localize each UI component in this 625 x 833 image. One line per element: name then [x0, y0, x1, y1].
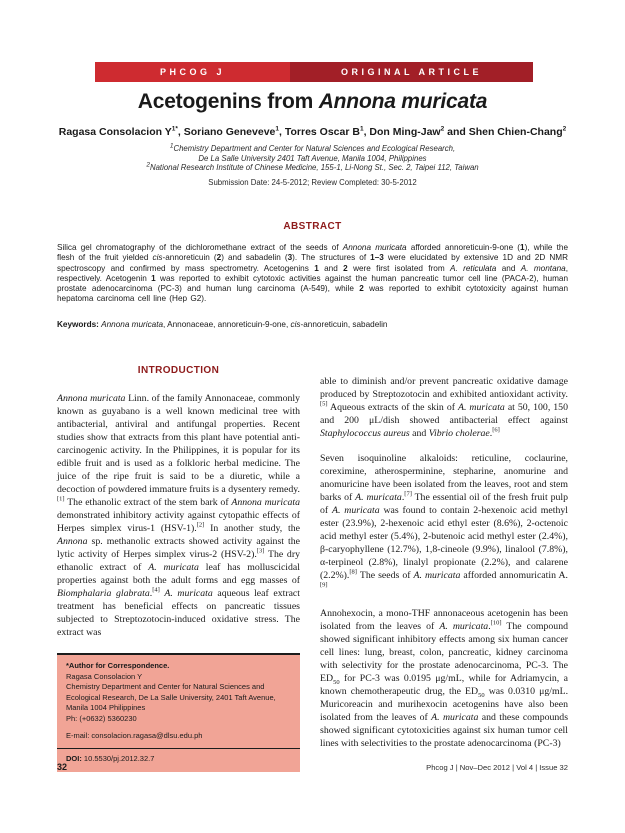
- article-type-banner: [290, 62, 533, 82]
- journal-footer-info: Phcog J | Nov–Dec 2012 | Vol 4 | Issue 32: [426, 763, 568, 772]
- right-column: [320, 365, 568, 772]
- submission-dates: Submission Date: 24-5-2012; Review Completed: 30-5-2012: [208, 178, 417, 187]
- article-title: Acetogenins from Annona muricata: [137, 90, 488, 113]
- doi-label: DOI:: [66, 753, 82, 763]
- affiliation-line-3: $^2$National Research Institute of Chinese Medicine, 155-1, Li-Nong St., Sec. 2, Taipei 112, Taiwan: [146, 161, 479, 173]
- body-paragraph-3: Annohexocin, a mono-THF annonaceous acetogenin has been isolated from the leaves of A. muricata.[10] The compound showed significant inhibitory effects among six human cancer cell lines: lung, breast, colon, pancreatic, kidney carcinoma with selectivity for the prostate adenocarcinoma, PC-3. The $ED_{50}$ for PC-3 was 0.0195 μg/mL, while for Adriamycin, a known chemotherapeutic drug, the $ED_{50}$ was 0.0310 μg/mL. Muricoreacin and murihexocin acetogenins have also been isolated from the leaves of A. muricata and these compounds showed significant cytotoxicities against six human tumor cell lines with selectivities to the prostate adenocarcinoma (PC-3): [320, 608, 569, 749]
- left-column: [57, 365, 300, 772]
- introduction-heading: INTRODUCTION: [137, 365, 220, 376]
- keywords-text: Annona muricata, Annonaceae, annoreticuin-9-one, cis-annoreticuin, sabadelin: [101, 320, 388, 329]
- authors-line: Ragasa Consolacion $Y^{1*}$, Soriano Geneveve$^1$, Torres Oscar $B^1$, Don Ming-Jaw$^2$ and Shen Chien-Chang$^2$: [58, 125, 567, 138]
- journal-banner: [95, 62, 290, 82]
- correspondence-address: Chemistry Department and Center for Natural Sciences and Ecological Research, De La Salle University, 2401 Taft Avenue, Manila 1004 Philippines: [66, 682, 276, 712]
- body-paragraph-2: Seven isoquinoline alkaloids: reticuline, coclaurine, coreximine, atherosperminine, stepharine, anomurine and anomuricine have been isolated from the leaves, root and stem barks of A. muricata.[7] The essential oil of the fresh fruit pulp of A. muricata was found to contain 2-hexenoic acid methyl ester (23.9%), 2-hexenoic acid ethyl ester (8.6%), 2-octenoic acid methyl ester (5.4%), 2-butenoic acid methyl ester (2.4%), β-caryophyllene (12.7%), 1,8-cineole (9.9%), linalool (7.8%), α-terpineol (2.8%), linalyl propionate (2.2%), and calarene (2.2%).[8] The seeds of A. muricata afforded annomuricatin A.[9]: [320, 453, 569, 589]
- affiliation-line-2: De La Salle University 2401 Taft Avenue, Manila 1004, Philippines: [198, 153, 427, 163]
- keywords-label: Keywords:: [57, 320, 99, 329]
- page-footer: [57, 762, 568, 772]
- correspondence-email: E-mail: consolacion.ragasa@dlsu.edu.ph: [66, 731, 203, 740]
- page-number: 32: [57, 762, 68, 772]
- masthead: [95, 62, 533, 82]
- article-type-label: ORIGINAL ARTICLE: [341, 67, 482, 77]
- journal-banner-label: PHCOG J: [159, 67, 225, 77]
- correspondence-name: Ragasa Consolacion Y: [66, 671, 143, 681]
- body-columns: [57, 365, 568, 772]
- doi-divider: [57, 748, 300, 749]
- keywords-line: [57, 320, 568, 329]
- doi-value: 10.5530/pj.2012.32.7: [81, 753, 155, 763]
- body-paragraph-1: able to diminish and/or prevent pancreatic oxidative damage produced by Streptozotocin and exhibited antioxidant activity.[5] Aqueous extracts of the skin of A. muricata at 50, 100, 150 and 200 μL/dish showed antibacterial effect against Staphylococcus aureus and Vibrio cholerae.[6]: [320, 376, 568, 439]
- abstract-text: Silica gel chromatography of the dichloromethane extract of the seeds of Annona muricata afforded annoreticuin-9-one (1), while the flesh of the fruit yielded cis-annoreticuin (2) and sabadelin (3). The structures of 1–3 were elucidated by extensive 1D and 2D NMR spectroscopy and confirmed by mass spectrometry. Acetogenins 1 and 2 were first isolated from A. reticulata and A. montana, respectively. Acetogenin 1 was reported to exhibit cytotoxic activities against the human pancreatic tumor cell line (PACA-2), human prostate adenocarcinoma (PC-3) and human lung carcinoma (A-549), while 2 was reported to exhibit cytotoxicity against human hepatoma carcinoma cell line (Hep G2).: [57, 243, 569, 304]
- introduction-paragraph: Annona muricata Linn. of the family Annonaceae, commonly known as guyabano is a well known medicinal tree with antibacterial, antiviral and antifungal properties. Recent studies show that extracts from this plant have potential anti-carcinogenic activity. In the Philippines, it is popular for its edible fruit and is used as a folkloric herbal medicine. The juice of the ripe fruit is said to be a diuretic, while a decoction of powdered immature fruits is a dysentery remedy.[1] The ethanolic extract of the stem bark of Annona muricata demonstrated inhibitory activity against cytopathic effects of Herpes simplex virus-1 (HSV-1).[2] In another study, the Annona sp. methanolic extracts showed activity against the lytic activity of Herpes simplex virus-2 (HSV-2).[3] The dry ethanolic extract of A. muricata leaf has molluscicidal properties against both the adult forms and egg masses of Biomphalaria glabrata.[4] A. muricata aqueous leaf extract treatment has beneficial effects on pancreatic tissues subjected to Streptozotocin-induced oxidative stress. The extract was: [57, 393, 301, 638]
- affiliations: [0, 144, 625, 173]
- correspondence-phone: Ph: (+0632) 5360230: [66, 713, 137, 723]
- abstract-heading: ABSTRACT: [283, 221, 342, 232]
- affiliation-line-1: $^1$Chemistry Department and Center for Natural Sciences and Ecological Research,: [169, 142, 456, 153]
- correspondence-box: [57, 653, 300, 772]
- correspondence-title: *Author for Correspondence.: [66, 661, 170, 670]
